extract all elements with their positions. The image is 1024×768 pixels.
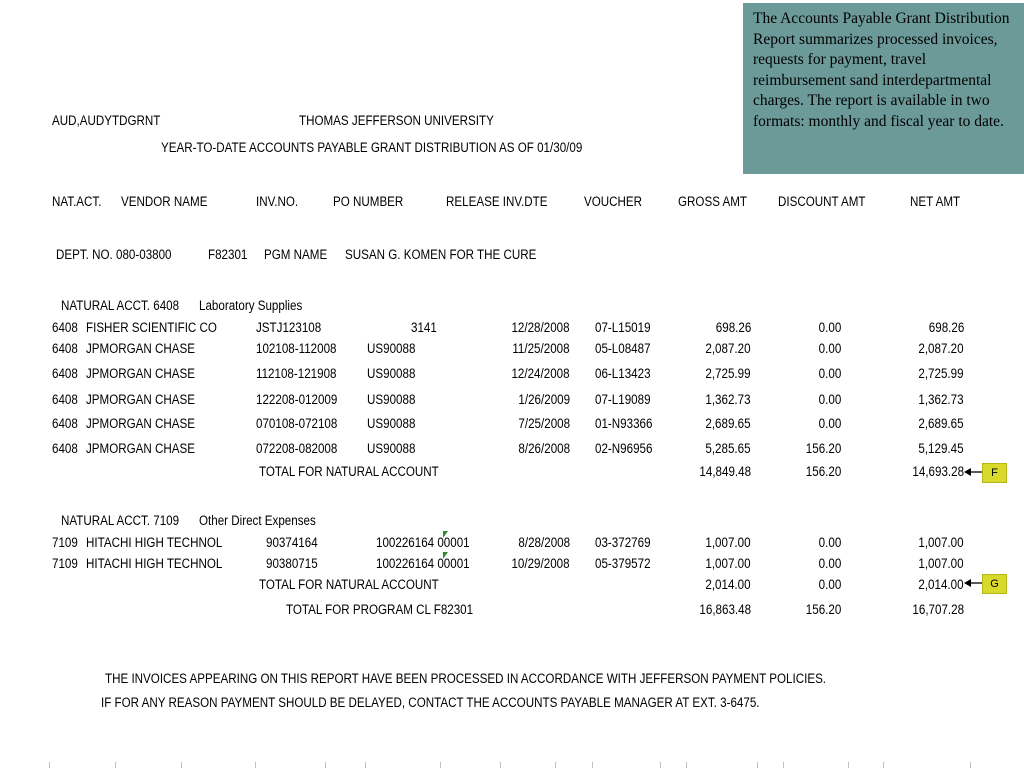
cell-acct: 6408 <box>52 320 78 335</box>
cell-gross: 5,285.65 <box>705 441 751 456</box>
cell-net: 2,087.20 <box>918 341 964 356</box>
cell-inv: 072208-082008 <box>256 441 338 456</box>
cell-net: 1,007.00 <box>918 535 964 550</box>
section-heading: NATURAL ACCT. 7109 <box>61 513 180 528</box>
cell-net: 698.26 <box>928 320 964 335</box>
section-total-discount: 0.00 <box>818 577 841 592</box>
cell-vendor: JPMORGAN CHASE <box>86 416 196 431</box>
cell-acct: 6408 <box>52 341 78 356</box>
cell-vendor: JPMORGAN CHASE <box>86 366 196 381</box>
dept-number: DEPT. NO. 080-03800 <box>56 247 172 262</box>
cell-date: 12/24/2008 <box>511 366 570 381</box>
section-heading: NATURAL ACCT. 6408 <box>61 298 180 313</box>
cell-po: 3141 <box>411 320 437 335</box>
col-vendor-name: VENDOR NAME <box>121 194 208 209</box>
cell-voucher: 02-N96956 <box>595 441 653 456</box>
section-total-net: 14,693.28 <box>912 464 964 479</box>
cell-gross: 1,362.73 <box>705 392 751 407</box>
cell-po: US90088 <box>367 392 416 407</box>
cell-acct: 7109 <box>52 556 78 571</box>
pgm-name-label: PGM NAME <box>264 247 328 262</box>
footer-policy-note: THE INVOICES APPEARING ON THIS REPORT HAVE BEEN PROCESSED IN ACCORDANCE WITH JEFFERSON PAYMENT POLICIES. <box>105 671 827 686</box>
cell-discount: 156.20 <box>805 441 841 456</box>
section-total-label: TOTAL FOR NATURAL ACCOUNT <box>259 577 439 592</box>
section-total-net: 2,014.00 <box>918 577 964 592</box>
cell-date: 1/26/2009 <box>518 392 570 407</box>
section-total-discount: 156.20 <box>805 464 841 479</box>
institution-name: THOMAS JEFFERSON UNIVERSITY <box>299 113 494 128</box>
program-total-net: 16,707.28 <box>912 602 964 617</box>
cell-discount: 0.00 <box>818 392 841 407</box>
section-total-label: TOTAL FOR NATURAL ACCOUNT <box>259 464 439 479</box>
marker-f: F <box>982 463 1007 483</box>
program-code: F82301 <box>208 247 248 262</box>
section-heading-desc: Laboratory Supplies <box>199 298 303 313</box>
cell-discount: 0.00 <box>818 341 841 356</box>
cell-discount: 0.00 <box>818 320 841 335</box>
explanation-callout: The Accounts Payable Grant Distribution Report summarizes processed invoices, requests for payment, travel reimbursement sand interdepartmental charges. The report is available in two formats: monthly and fiscal year to date. <box>743 3 1024 174</box>
program-total-label: TOTAL FOR PROGRAM CL F82301 <box>286 602 474 617</box>
col-nat-act: NAT.ACT. <box>52 194 102 209</box>
cell-vendor: JPMORGAN CHASE <box>86 392 196 407</box>
report-code: AUD,AUDYTDGRNT <box>52 113 161 128</box>
cell-acct: 6408 <box>52 392 78 407</box>
col-po-number: PO NUMBER <box>333 194 404 209</box>
report-title: YEAR-TO-DATE ACCOUNTS PAYABLE GRANT DISTRIBUTION AS OF 01/30/09 <box>161 140 583 155</box>
cell-vendor: JPMORGAN CHASE <box>86 341 196 356</box>
cell-vendor: FISHER SCIENTIFIC CO <box>86 320 217 335</box>
cell-inv: 112108-121908 <box>256 366 337 381</box>
cell-inv: 070108-072108 <box>256 416 338 431</box>
col-discount-amt: DISCOUNT AMT <box>778 194 866 209</box>
cell-vendor: JPMORGAN CHASE <box>86 441 196 456</box>
cell-date: 11/25/2008 <box>512 341 570 356</box>
cell-date: 8/28/2008 <box>518 535 570 550</box>
cell-voucher: 05-L08487 <box>595 341 651 356</box>
pgm-name: SUSAN G. KOMEN FOR THE CURE <box>345 247 537 262</box>
section-total-gross: 2,014.00 <box>705 577 751 592</box>
cell-net: 2,725.99 <box>918 366 964 381</box>
cell-po: 100226164 00001 <box>376 535 470 550</box>
green-tick-icon <box>443 531 448 538</box>
cell-voucher: 07-L19089 <box>595 392 651 407</box>
cell-acct: 6408 <box>52 416 78 431</box>
cell-inv: JSTJ123108 <box>256 320 322 335</box>
cell-acct: 6408 <box>52 366 78 381</box>
cell-po: US90088 <box>367 366 416 381</box>
col-voucher: VOUCHER <box>584 194 643 209</box>
cell-net: 5,129.45 <box>918 441 964 456</box>
cell-inv: 90380715 <box>266 556 318 571</box>
marker-g: G <box>982 574 1007 594</box>
cell-gross: 1,007.00 <box>705 535 751 550</box>
cell-gross: 2,087.20 <box>705 341 751 356</box>
program-total-gross: 16,863.48 <box>699 602 751 617</box>
cell-discount: 0.00 <box>818 416 841 431</box>
cell-voucher: 07-L15019 <box>595 320 651 335</box>
cell-inv: 122208-012009 <box>256 392 338 407</box>
cell-date: 7/25/2008 <box>518 416 570 431</box>
cell-vendor: HITACHI HIGH TECHNOL <box>86 556 223 571</box>
cell-discount: 0.00 <box>818 556 841 571</box>
cell-date: 8/26/2008 <box>518 441 570 456</box>
bottom-ruler <box>0 762 1024 768</box>
arrow-left-icon <box>964 578 982 588</box>
cell-net: 1,362.73 <box>918 392 964 407</box>
cell-gross: 1,007.00 <box>705 556 751 571</box>
cell-gross: 2,725.99 <box>705 366 751 381</box>
cell-date: 10/29/2008 <box>511 556 570 571</box>
program-total-discount: 156.20 <box>805 602 841 617</box>
cell-discount: 0.00 <box>818 366 841 381</box>
cell-inv: 90374164 <box>266 535 318 550</box>
section-heading-desc: Other Direct Expenses <box>199 513 316 528</box>
cell-acct: 6408 <box>52 441 78 456</box>
cell-po: US90088 <box>367 341 416 356</box>
footer-contact-note: IF FOR ANY REASON PAYMENT SHOULD BE DELAYED, CONTACT THE ACCOUNTS PAYABLE MANAGER AT EXT. 3-6475. <box>101 695 760 710</box>
cell-vendor: HITACHI HIGH TECHNOL <box>86 535 223 550</box>
cell-net: 2,689.65 <box>918 416 964 431</box>
cell-po: US90088 <box>367 416 416 431</box>
cell-discount: 0.00 <box>818 535 841 550</box>
cell-po: 100226164 00001 <box>376 556 470 571</box>
cell-acct: 7109 <box>52 535 78 550</box>
col-gross-amt: GROSS AMT <box>678 194 748 209</box>
cell-po: US90088 <box>367 441 416 456</box>
col-net-amt: NET AMT <box>910 194 961 209</box>
cell-gross: 2,689.65 <box>705 416 751 431</box>
cell-voucher: 03-372769 <box>595 535 651 550</box>
green-tick-icon <box>443 552 448 559</box>
cell-inv: 102108-112008 <box>256 341 337 356</box>
cell-voucher: 06-L13423 <box>595 366 651 381</box>
col-inv-no: INV.NO. <box>256 194 299 209</box>
cell-voucher: 01-N93366 <box>595 416 653 431</box>
cell-net: 1,007.00 <box>918 556 964 571</box>
arrow-left-icon <box>964 467 982 477</box>
cell-gross: 698.26 <box>715 320 751 335</box>
cell-date: 12/28/2008 <box>511 320 570 335</box>
cell-voucher: 05-379572 <box>595 556 651 571</box>
col-release-inv-date: RELEASE INV.DTE <box>446 194 548 209</box>
section-total-gross: 14,849.48 <box>699 464 751 479</box>
